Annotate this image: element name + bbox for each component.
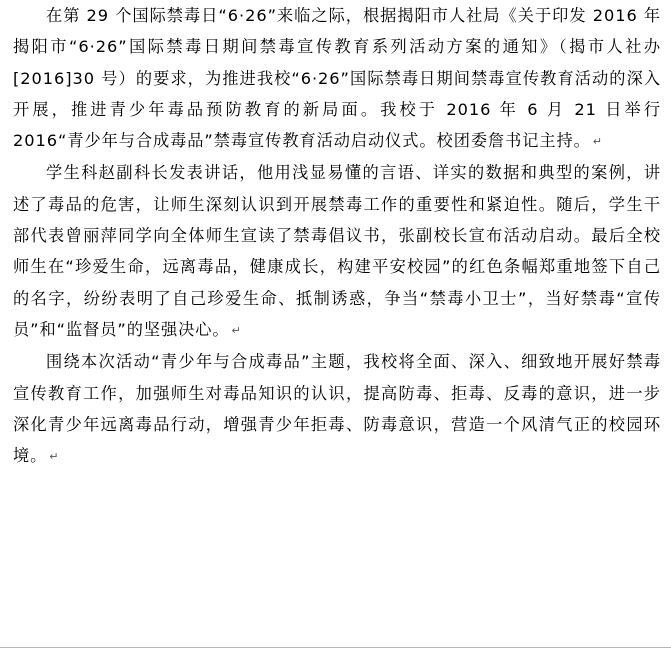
- document-body: [13, 0, 661, 472]
- paragraph-1: [13, 0, 661, 157]
- paragraph-mark-icon: ↵: [49, 450, 59, 464]
- paragraph-1-text: 在第 29 个国际禁毒日“6·26”来临之际，根据揭阳市人社局《关于印发 2016 年揭阳市“6·26”国际禁毒日期间禁毒宣传教育系列活动方案的通知》（揭市人社办[2016]30 号）的要求，为推进我校“6·26”国际禁毒日期间禁毒宣传教育活动的深入开展，推进青少年毒品预防教育的新局面。我校于 2016 年 6 月 21 日举行 2016“青少年与合成毒品”禁毒宣传教育活动启动仪式。校团委詹书记主持。: [13, 6, 661, 151]
- paragraph-3-text: 围绕本次活动“青少年与合成毒品”主题，我校将全面、深入、细致地开展好禁毒宣传教育工作，加强师生对毒品知识的认识，提高防毒、拒毒、反毒的意识，进一步深化青少年远离毒品行动，增强青少年拒毒、防毒意识，营造一个风清气正的校园环境。: [13, 352, 661, 466]
- paragraph-mark-icon: ↵: [592, 135, 603, 149]
- paragraph-3: [13, 346, 661, 472]
- page-bottom-rule: [0, 647, 671, 648]
- paragraph-2: [13, 157, 661, 346]
- paragraph-2-text: 学生科赵副科长发表讲话，他用浅显易懂的言语、详实的数据和典型的案例，讲述了毒品的危害，让师生深刻认识到开展禁毒工作的重要性和紧迫性。随后，学生干部代表曾丽萍同学向全体师生宣读了禁毒倡议书，张副校长宣布活动启动。最后全校师生在“珍爱生命，远离毒品，健康成长，构建平安校园”的红色条幅郑重地签下自己的名字，纷纷表明了自己珍爱生命、抵制诱惑，争当“禁毒小卫士”，当好禁毒“宣传员”和“监督员”的坚强决心。: [13, 163, 661, 339]
- paragraph-mark-icon: ↵: [231, 323, 241, 337]
